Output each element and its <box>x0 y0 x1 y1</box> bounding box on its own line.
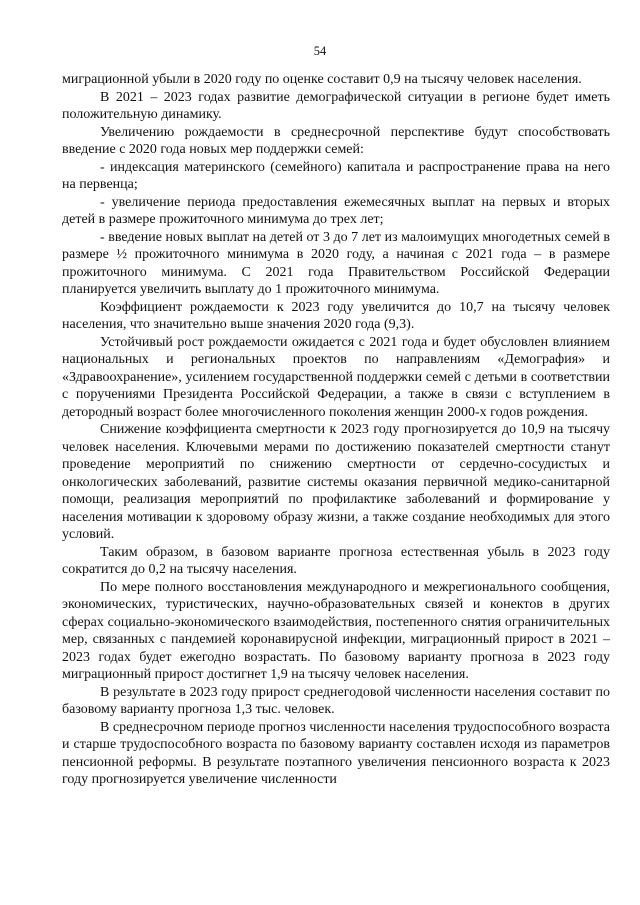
list-item-monthly-payments: - увеличение периода предоставления ежемесячных выплат на первых и вторых детей в размере прожиточного минимума до трех лет; <box>62 194 610 227</box>
paragraph-mortality: Снижение коэффициента смертности к 2023 году прогнозируется до 10,9 на тысячу человек населения. Ключевыми мерами по достижению показателей смертности станут проведение мероприятий по снижению смертности от сердечно-сосудистых и онкологических заболеваний, развитие системы оказания первичной медико-санитарной помощи, реализация мероприятий по профилактике заболеваний и формирование у населения мотивации к здоровому образу жизни, а также создание необходимых для этого условий. <box>62 422 610 542</box>
paragraph-demographic-outlook: В 2021 – 2023 годах развитие демографической ситуации в регионе будет иметь положительную динамику. <box>62 89 610 122</box>
paragraph-migration-loss: миграционной убыли в 2020 году по оценке составит 0,9 на тысячу человек населения. <box>62 72 582 87</box>
paragraph-population-growth: В результате в 2023 году прирост среднегодовой численности населения составит по базовому варианту прогноза 1,3 тыс. человек. <box>62 684 610 717</box>
list-item-new-payments: - введение новых выплат на детей от 3 до 7 лет из малоимущих многодетных семей в размере ½ прожиточного минимума в 2020 году, а начиная с 2021 года – в размере прожиточного минимума. С 2021 года Правительством Российской Федерации планируется увеличить выплату до 1 прожиточного минимума. <box>62 229 610 297</box>
paragraph-natural-decline: Таким образом, в базовом варианте прогноза естественная убыль в 2023 году сократится до 0,2 на тысячу населения. <box>62 544 610 577</box>
document-body <box>62 71 610 789</box>
paragraph-migration-growth: По мере полного восстановления международного и межрегионального сообщения, экономических, туристических, научно-образовательных связей и конектов в других сферах социально-экономического взаимодействия, постепенного снятия ограничительных мер, связанных с пандемией коронавирусной инфекции, миграционный прирост в 2021 – 2023 годах будет ежегодно возрастать. По базовому варианту прогноза в 2023 году миграционный прирост достигнет 1,9 на тысячу человек населения. <box>62 579 610 682</box>
list-item-maternity-capital: - индексация материнского (семейного) капитала и распространение права на него на первенца; <box>62 159 610 192</box>
page-number: 54 <box>313 44 327 58</box>
paragraph-birth-support-intro: Увеличению рождаемости в среднесрочной перспективе будут способствовать введение с 2020 года новых мер поддержки семей: <box>62 124 610 157</box>
paragraph-birth-rate: Коэффициент рождаемости к 2023 году увеличится до 10,7 на тысячу человек населения, что значительно выше значения 2020 года (9,3). <box>62 299 610 332</box>
paragraph-birth-growth: Устойчивый рост рождаемости ожидается с 2021 года и будет обусловлен влиянием национальных и региональных проектов по направлениям «Демография» и «Здравоохранение», усилением государственной поддержки семей с детьми в соответствии с поручениями Президента Российской Федерации, а также в связи с вступлением в детородный возраст более многочисленного поколения женщин 2000-х годов рождения. <box>62 334 610 420</box>
paragraph-working-age: В среднесрочном периоде прогноз численности населения трудоспособного возраста и старше трудоспособного возраста по базовому варианту составлен исходя из параметров пенсионной реформы. В результате поэтапного увеличения пенсионного возраста к 2023 году прогнозируется увеличение численности <box>62 719 610 787</box>
